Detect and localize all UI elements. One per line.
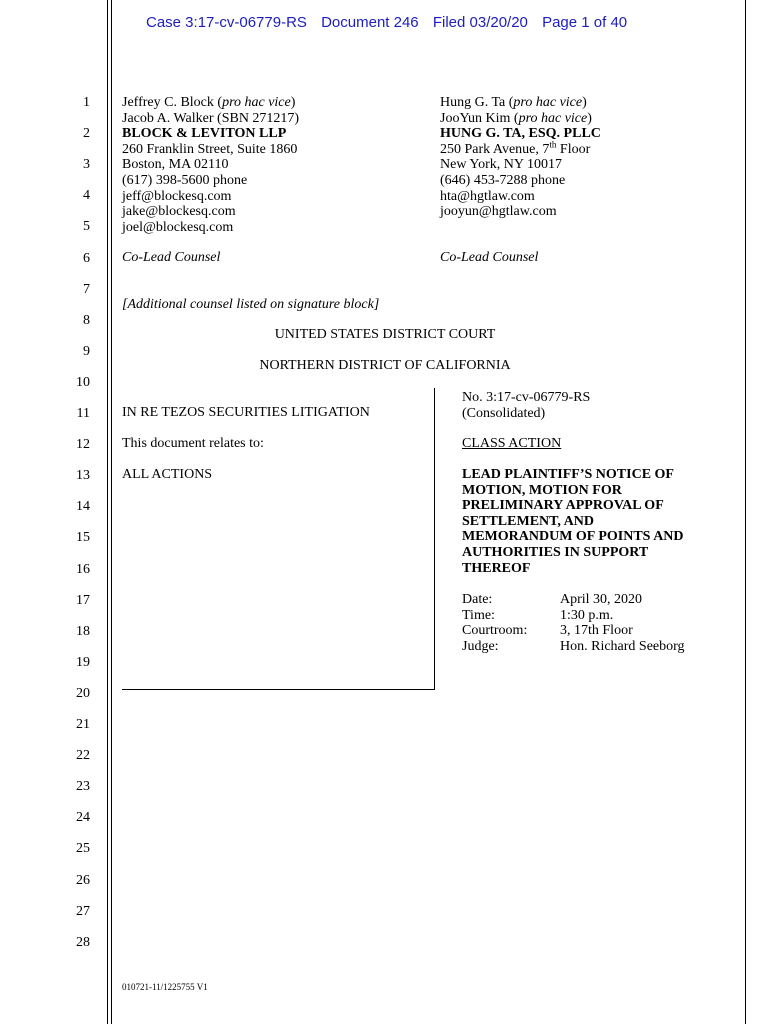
hearing-courtroom: Courtroom: 3, 17th Floor [462,623,633,639]
counsel-left-firm: BLOCK & LEVITON LLP [122,126,287,142]
header-document: Document 246 [321,14,419,31]
hearing-judge: Judge: Hon. Richard Seeborg [462,638,685,654]
line-number: 11 [76,406,90,421]
margin-rule-right [745,0,746,1024]
counsel-left-line2: Jacob A. Walker (SBN 271217) [122,110,300,126]
line-number: 17 [76,592,90,608]
line-number: 5 [83,219,90,235]
court-name: UNITED STATES DISTRICT COURT [274,327,496,342]
counsel-right-street: 250 Park Avenue, 7th Floor [440,139,591,157]
counsel-right-line2: JooYun Kim (pro hac vice) [440,110,592,126]
document-title: LEAD PLAINTIFF’S NOTICE OF MOTION, MOTION FOR PRELIMINARY APPROVAL OF SETTLEMENT, AND MEMORANDUM OF POINTS AND AUTHORITIES IN SUPPORT THEREOF [462,467,684,576]
counsel-left-email-2: jake@blockesq.com [122,204,236,220]
line-number: 9 [83,343,90,359]
line-number: 28 [76,934,90,950]
line-number: 20 [76,685,90,701]
counsel-right-city: New York, NY 10017 [440,157,562,173]
header-filed: Filed 03/20/20 [432,14,528,31]
caption-divider-vertical [434,388,435,690]
counsel-right-role: Co-Lead Counsel [440,250,539,265]
counsel-left [122,95,299,235]
line-number: 22 [76,748,90,764]
line-number: 10 [76,374,90,390]
line-number: 3 [83,157,90,173]
line-number: 14 [76,499,90,515]
margin-rule-left-2 [111,0,112,1024]
ecf-header [146,14,637,31]
line-number: 19 [76,654,90,670]
line-number: 27 [76,903,90,919]
line-number: 4 [83,188,90,204]
counsel-left-role: Co-Lead Counsel [122,250,221,265]
hearing-date: Date: April 30, 2020 [462,592,643,607]
caption-class-action: CLASS ACTION [462,436,562,451]
header-page: Page 1 of 40 [542,14,628,31]
line-number: 12 [76,437,90,453]
line-number: 25 [76,841,90,857]
line-number: 26 [76,872,90,888]
counsel-right-email-2: jooyun@hgtlaw.com [440,204,557,220]
margin-rule-left-1 [107,0,108,1024]
counsel-left-phone: (617) 398-5600 phone [122,172,248,188]
line-number: 2 [83,126,90,142]
counsel-left-city: Boston, MA 02110 [122,157,229,173]
line-number: 6 [83,250,90,266]
caption-case-name: IN RE TEZOS SECURITIES LITIGATION [122,405,370,420]
district-name: NORTHERN DISTRICT OF CALIFORNIA [259,358,511,373]
line-number: 23 [76,779,90,795]
line-number: 1 [83,95,90,110]
counsel-left-email-1: jeff@blockesq.com [122,188,232,204]
header-case: Case 3:17-cv-06779-RS [146,14,307,31]
line-number: 7 [83,281,90,297]
additional-counsel-note: [Additional counsel listed on signature block] [122,297,380,312]
line-number: 18 [76,623,90,639]
line-number: 13 [76,468,90,484]
counsel-right [440,95,601,220]
counsel-left-street: 260 Franklin Street, Suite 1860 [122,141,298,157]
hearing-info [462,592,685,654]
line-number: 24 [76,810,90,826]
counsel-left-line1: Jeffrey C. Block (pro hac vice) [122,95,296,110]
caption-relates: This document relates to: [122,436,264,451]
caption-case-number: No. 3:17-cv-06779-RS (Consolidated) [462,390,591,421]
document-footer-id: 010721-11/1225755 V1 [122,982,208,992]
caption-all-actions: ALL ACTIONS [122,467,213,482]
counsel-right-phone: (646) 453-7288 phone [440,172,566,188]
line-number: 16 [76,561,90,577]
counsel-right-firm: HUNG G. TA, ESQ. PLLC [440,126,601,142]
caption-divider-horizontal [122,689,435,690]
counsel-right-email-1: hta@hgtlaw.com [440,188,535,204]
hearing-time: Time: 1:30 p.m. [462,607,614,623]
line-number: 21 [76,717,90,732]
line-number: 8 [83,312,90,328]
line-number: 15 [76,530,90,546]
counsel-right-line1: Hung G. Ta (pro hac vice) [440,95,587,110]
counsel-left-email-3: joel@blockesq.com [122,219,234,235]
